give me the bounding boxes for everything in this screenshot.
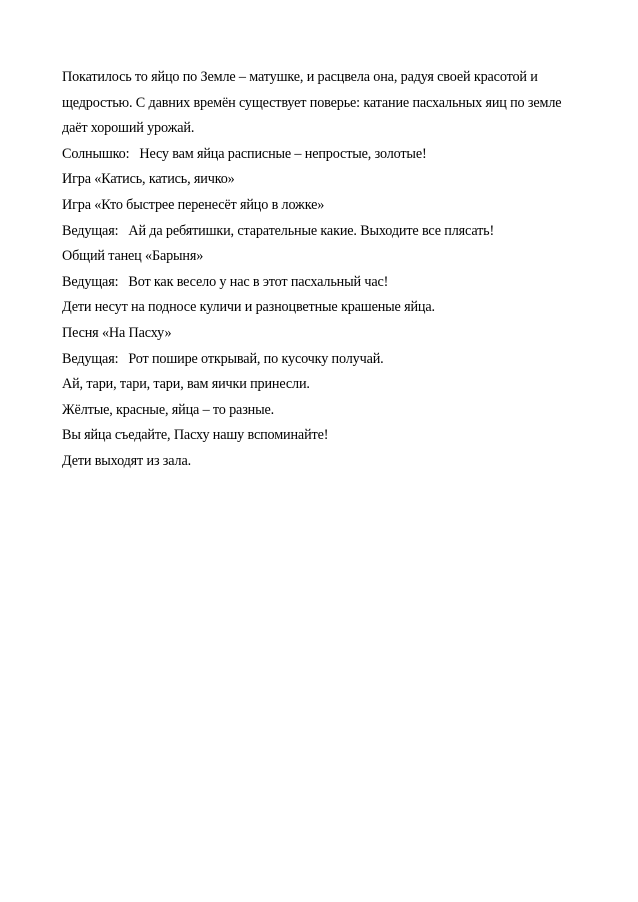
document-body	[62, 65, 592, 475]
dialogue-line-host-1	[62, 219, 592, 245]
song-line	[62, 321, 592, 347]
line-text: Дети выходят из зала.	[62, 452, 191, 469]
line-text: Рот пошире открывай, по кусочку получай.	[128, 350, 384, 367]
line-text: Общий танец «Барыня»	[62, 248, 204, 265]
dance-line	[62, 244, 592, 270]
line-text: Вы яйца съедайте, Пасху нашу вспоминайте!	[62, 427, 329, 444]
dialogue-line-host-3	[62, 347, 592, 373]
game-line-2	[62, 193, 592, 219]
speaker-label: Ведущая:	[62, 222, 119, 239]
speaker-label: Ведущая:	[62, 273, 119, 290]
line-text: Вот как весело у нас в этот пасхальный час!	[128, 273, 389, 290]
speaker-label: Солнышко:	[62, 145, 130, 162]
intro-line-1: Покатилось то яйцо по Земле – матушке, и расцвела она, радуя своей красотой и	[62, 69, 538, 85]
intro-line-2: щедростью. С давних времён существует поверье: катание пасхальных яиц по земле	[62, 94, 562, 111]
action-line-1	[62, 295, 592, 321]
line-text: Игра «Кто быстрее перенесёт яйцо в ложке»	[62, 196, 325, 213]
speaker-label: Ведущая:	[62, 350, 119, 367]
verse-line-1	[62, 372, 592, 398]
dialogue-line-sun	[62, 142, 592, 168]
line-text: Дети несут на подносе куличи и разноцветные крашеные яйца.	[62, 299, 435, 316]
line-text: Песня «На Пасху»	[62, 324, 172, 341]
line-text: Ай, тари, тари, тари, вам яички принесли.	[62, 376, 310, 393]
intro-line-3: даёт хороший урожай.	[62, 120, 195, 137]
line-text: Игра «Катись, катись, яичко»	[62, 171, 235, 188]
dialogue-line-host-2	[62, 270, 592, 296]
line-text: Ай да ребятишки, старательные какие. Выходите все плясать!	[128, 222, 495, 239]
verse-line-2	[62, 398, 592, 424]
line-text: Несу вам яйца расписные – непростые, золотые!	[139, 145, 427, 162]
game-line-1	[62, 167, 592, 193]
verse-line-3	[62, 423, 592, 449]
action-line-2	[62, 449, 592, 475]
line-text: Жёлтые, красные, яйца – то разные.	[62, 401, 275, 418]
